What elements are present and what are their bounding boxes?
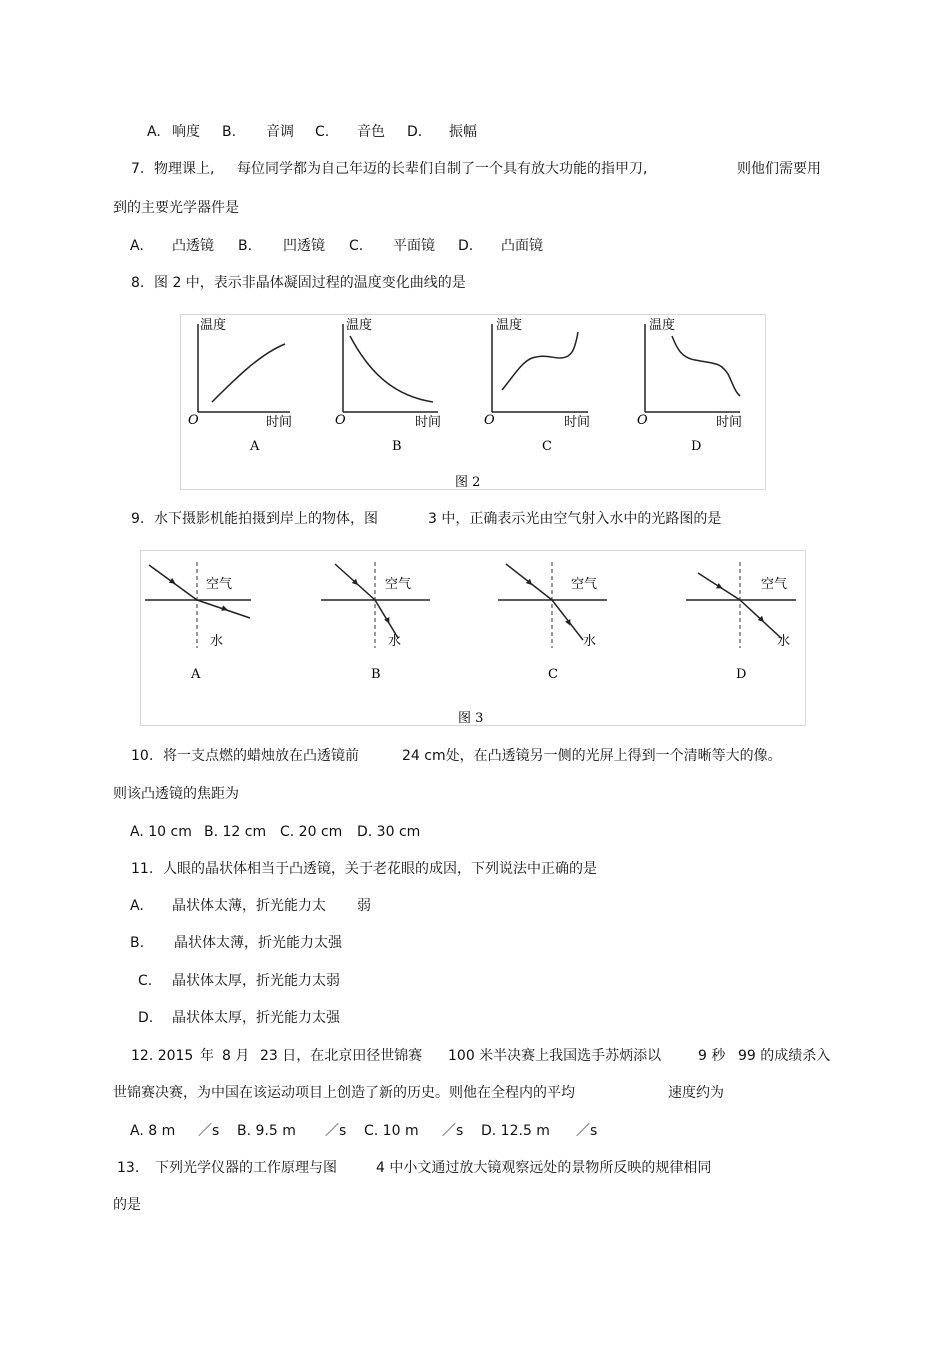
- q12-t4: 100 米半决赛上我国选手苏炳添以: [448, 1048, 662, 1064]
- q7-opt-d-letter: D.: [458, 238, 474, 254]
- fig3-d-air-label: 空气: [761, 577, 788, 592]
- q7-number: 7.: [131, 161, 145, 177]
- q13-line1: [0, 1158, 950, 1178]
- q10-number: 10.: [131, 748, 154, 764]
- q10-opt-d: D. 30 cm: [357, 824, 421, 840]
- fig3-a-water-label: 水: [210, 634, 224, 649]
- figure-2: [180, 314, 766, 490]
- fig2-a-ylabel: 温度: [200, 318, 227, 333]
- fig2-c-ylabel: 温度: [496, 318, 523, 333]
- q12-t6: 99 的成绩杀入: [738, 1048, 831, 1064]
- q11-opt-a-text2: 弱: [357, 898, 371, 914]
- figure-3: [140, 550, 806, 726]
- q9-stem: [0, 509, 950, 529]
- fig2-d-origin: O: [637, 413, 648, 428]
- q12-opt-c-unit: ／s: [442, 1123, 464, 1139]
- q9-text-b: 3 中，正确表示光由空气射入水中的光路图的是: [428, 511, 722, 527]
- q8-text: 图 2 中，表示非晶体凝固过程的温度变化曲线的是: [154, 275, 466, 291]
- q11-opt-c-text: 晶状体太厚，折光能力太弱: [172, 973, 340, 989]
- q11-stem: [0, 859, 950, 879]
- fig2-c-xlabel: 时间: [564, 415, 591, 430]
- q12-opt-d-unit: ／s: [576, 1123, 598, 1139]
- q6-options: [0, 122, 950, 142]
- fig3-c-air-label: 空气: [571, 577, 598, 592]
- q7-text-b: 每位同学都为自己年迈的长辈们自制了一个具有放大功能的指甲刀,: [237, 161, 648, 177]
- q6-opt-d-letter: D.: [407, 124, 423, 140]
- fig2-a-origin: O: [188, 413, 199, 428]
- q10-text-a: 将一支点燃的蜡烛放在凸透镜前: [163, 748, 359, 764]
- q12-opt-a-unit: ／s: [198, 1123, 220, 1139]
- q7-opt-a-text: 凸透镜: [172, 238, 214, 254]
- q12-opt-b-unit: ／s: [325, 1123, 347, 1139]
- q7-opt-b-text: 凹透镜: [283, 238, 325, 254]
- q6-opt-a-letter: A.: [147, 124, 161, 140]
- q11-opt-b-text: 晶状体太薄，折光能力太强: [174, 935, 342, 951]
- q7-opt-a-letter: A.: [130, 238, 144, 254]
- fig2-d-label: D: [691, 439, 702, 454]
- q10-line1: [0, 746, 950, 766]
- fig2-d-ylabel: 温度: [649, 318, 676, 333]
- q12-t1: 年: [200, 1048, 214, 1064]
- q6-opt-b-text: 音调: [266, 124, 294, 140]
- q7-text-a: 物理课上,: [154, 161, 215, 177]
- q12-t5: 9 秒: [698, 1048, 726, 1064]
- q7-opt-b-letter: B.: [238, 238, 253, 254]
- q8-number: 8.: [131, 275, 145, 291]
- q7-text-c: 则他们需要用: [737, 161, 821, 177]
- q11-option-b: [0, 933, 950, 953]
- q7-line1: [0, 159, 950, 179]
- fig2-b-xlabel: 时间: [415, 415, 442, 430]
- q6-opt-d-text: 振幅: [449, 124, 477, 140]
- fig2-a-label: A: [250, 439, 260, 454]
- fig2-b-label: B: [392, 439, 402, 454]
- q12-t2: 8 月: [222, 1048, 250, 1064]
- fig3-b-label: B: [371, 667, 381, 682]
- q11-opt-d-text: 晶状体太厚，折光能力太强: [172, 1010, 340, 1026]
- fig3-b-air-label: 空气: [385, 577, 412, 592]
- q12-number: 12. 2015: [131, 1048, 194, 1064]
- q12-line1: [0, 1046, 950, 1066]
- q12-opt-b: B. 9.5 m: [237, 1123, 296, 1139]
- fig2-a-xlabel: 时间: [266, 415, 293, 430]
- q12-line2: [0, 1083, 950, 1103]
- fig3-d-label: D: [736, 667, 747, 682]
- q10-opt-c: C. 20 cm: [280, 824, 343, 840]
- figure-2-border: [181, 315, 766, 490]
- q13-text-a: 下列光学仪器的工作原理与图: [155, 1160, 337, 1176]
- q13-text-c: 的是: [113, 1197, 141, 1213]
- fig2-b-ylabel: 温度: [346, 318, 373, 333]
- q6-opt-b-letter: B.: [222, 124, 237, 140]
- fig2-c-origin: O: [484, 413, 495, 428]
- q11-opt-b-letter: B.: [130, 935, 145, 951]
- q7-opt-c-text: 平面镜: [393, 238, 435, 254]
- q9-number: 9.: [131, 511, 145, 527]
- q7-options: [0, 236, 950, 256]
- q6-opt-a-text: 响度: [172, 124, 200, 140]
- q11-number: 11.: [131, 861, 154, 877]
- q10-text-c: 则该凸透镜的焦距为: [113, 786, 239, 802]
- q13-number: 13.: [117, 1160, 140, 1176]
- q9-text-a: 水下摄影机能拍摄到岸上的物体，图: [154, 511, 378, 527]
- q10-options: [0, 822, 950, 842]
- q12-opt-c: C. 10 m: [364, 1123, 419, 1139]
- q6-opt-c-letter: C.: [315, 124, 330, 140]
- q11-option-d: [0, 1008, 950, 1028]
- q12-line2b: 速度约为: [668, 1085, 724, 1101]
- q11-opt-c-letter: C.: [138, 973, 153, 989]
- fig2-b-origin: O: [335, 413, 346, 428]
- q12-opt-d: D. 12.5 m: [481, 1123, 550, 1139]
- fig3-b-water-label: 水: [388, 634, 402, 649]
- q11-opt-a-text: 晶状体太薄，折光能力太: [172, 898, 326, 914]
- q8-stem: [0, 273, 950, 293]
- fig3-a-label: A: [191, 667, 201, 682]
- q13-text-b: 4 中小文通过放大镜观察远处的景物所反映的规律相同: [376, 1160, 712, 1176]
- q10-opt-a: A. 10 cm: [130, 824, 192, 840]
- fig3-c-label: C: [548, 667, 558, 682]
- q7-opt-d-text: 凸面镜: [501, 238, 543, 254]
- fig3-a-air-label: 空气: [206, 577, 233, 592]
- figure-3-border: [141, 551, 806, 726]
- fig3-c-water-label: 水: [583, 634, 597, 649]
- figure-2-caption: 图 2: [455, 475, 481, 490]
- fig3-d-water-label: 水: [777, 634, 791, 649]
- q11-option-a: [0, 896, 950, 916]
- q7-text-d: 到的主要光学器件是: [113, 200, 239, 216]
- figure-3-caption: 图 3: [458, 711, 484, 726]
- q11-option-c: [0, 971, 950, 991]
- q12-options: [0, 1121, 950, 1141]
- fig2-d-xlabel: 时间: [716, 415, 743, 430]
- q12-line2a: 世锦赛决赛，为中国在该运动项目上创造了新的历史。则他在全程内的平均: [113, 1085, 575, 1101]
- fig2-c-label: C: [542, 439, 552, 454]
- q11-text: 人眼的晶状体相当于凸透镜，关于老花眼的成因，下列说法中正确的是: [163, 861, 597, 877]
- q10-opt-b: B. 12 cm: [204, 824, 267, 840]
- q11-opt-d-letter: D.: [138, 1010, 154, 1026]
- q10-text-b: 24 cm处，在凸透镜另一侧的光屏上得到一个清晰等大的像。: [402, 748, 782, 764]
- q6-opt-c-text: 音色: [357, 124, 385, 140]
- q12-opt-a: A. 8 m: [130, 1123, 176, 1139]
- q12-t3: 23 日，在北京田径世锦赛: [260, 1048, 423, 1064]
- q11-opt-a-letter: A.: [130, 898, 144, 914]
- q7-opt-c-letter: C.: [349, 238, 364, 254]
